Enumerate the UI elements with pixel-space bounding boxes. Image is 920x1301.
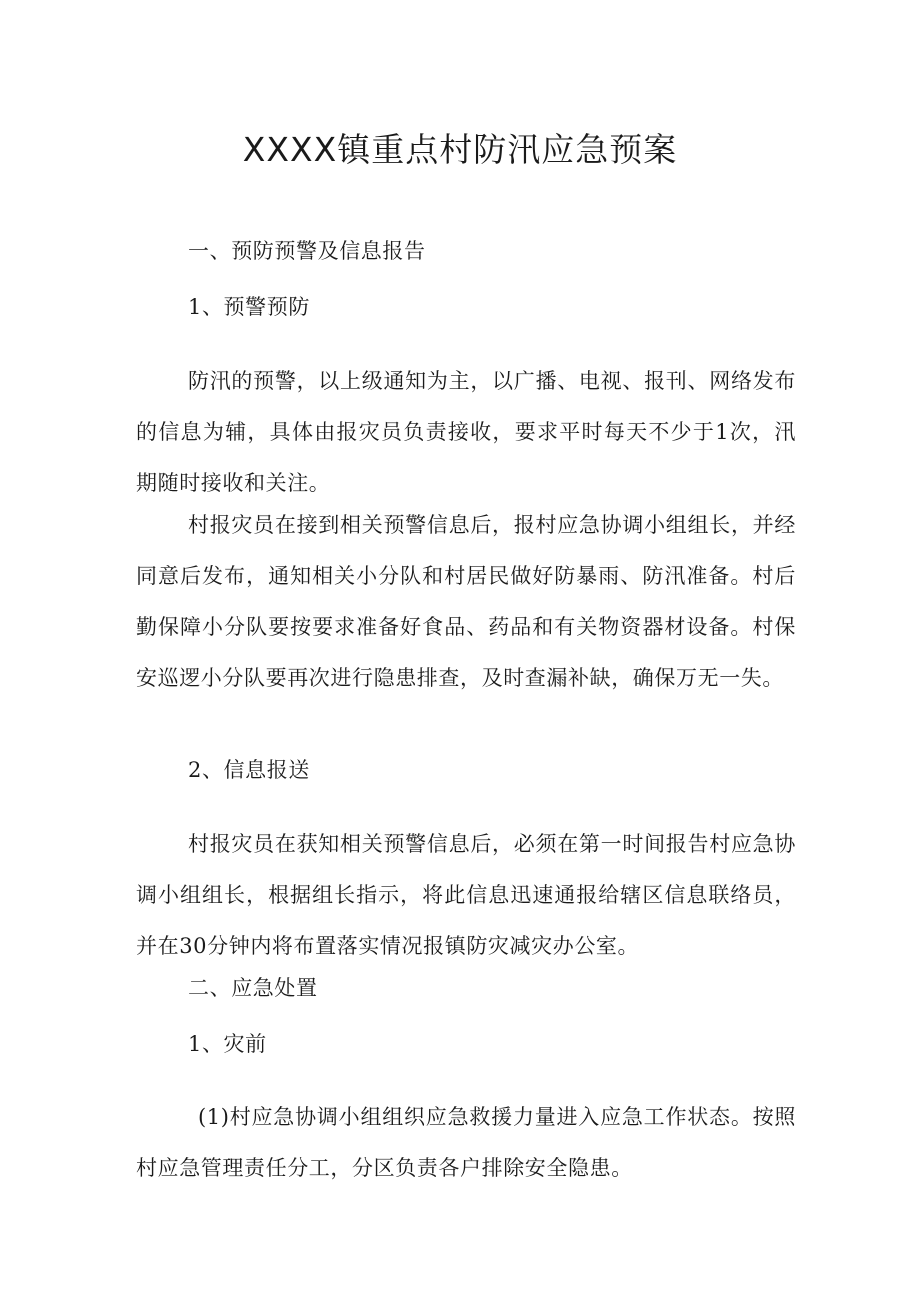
section-heading-prevention-warning: 一、预防预警及信息报告	[188, 239, 426, 263]
paragraph-warning-handling: 村报灾员在接到相关预警信息后，报村应急协调小组组长，并经同意后发布，通知相关小分队和村居民做好防暴雨、防汛准备。村后勤保障小分队要按要求准备好食品、药品和有关物资器材设备。村保安巡逻小分队要再次进行隐患排查，及时查漏补缺，确保万无一失。	[136, 513, 796, 690]
paragraph-before-disaster-1: (1)村应急协调小组组织应急救援力量进入应急工作状态。按照村应急管理责任分工，分区负责各户排除安全隐患。	[136, 1105, 796, 1180]
subsection-heading-before-disaster: 1、灾前	[188, 1032, 267, 1056]
subsection-heading-warning-prevention: 1、预警预防	[188, 295, 310, 319]
paragraph-info-report: 村报灾员在获知相关预警信息后，必须在第一时间报告村应急协调小组组长，根据组长指示，将此信息迅速通报给辖区信息联络员，并在30分钟内将布置落实情况报镇防灾减灾办公室。	[136, 832, 796, 958]
section-heading-emergency-response: 二、应急处置	[188, 976, 318, 1000]
subsection-heading-info-report: 2、信息报送	[188, 758, 310, 782]
paragraph-warning-source: 防汛的预警，以上级通知为主，以广播、电视、报刊、网络发布的信息为辅，具体由报灾员负责接收，要求平时每天不少于1次，汛期随时接收和关注。	[136, 369, 796, 495]
document-title: XXXX镇重点村防汛应急预案	[242, 130, 678, 169]
